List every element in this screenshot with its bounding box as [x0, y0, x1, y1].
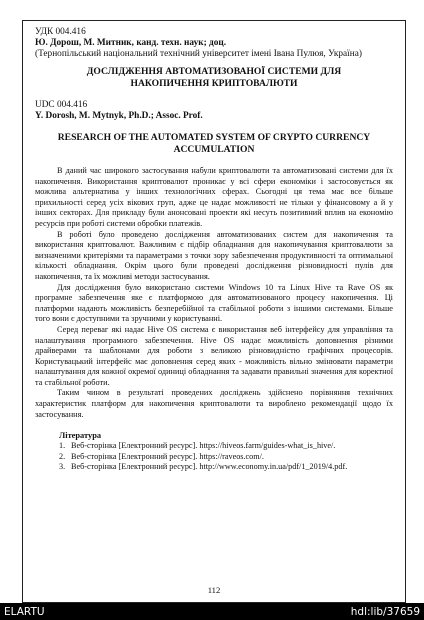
affiliation-ua: (Тернопільський національний технічний університет імені Івана Пулюя, Україна) [35, 49, 362, 59]
title-ua-line-1: ДОСЛІДЖЕННЯ АВТОМАТИЗОВАНОЇ СИСТЕМИ ДЛЯ [86, 66, 342, 77]
udc-code: UDC 004.416 [35, 100, 88, 110]
authors-en: Y. Dorosh, M. Mytnyk, Ph.D.; Assoc. Prof. [35, 111, 203, 121]
paragraph-1: В даний час широкого застосування набули криптовалюти та автоматизовані системи для їх накопичення. Використання криптовалют проникає у всі сфери економіки і застосовується як можлива альтернатива у інших технологічних сферах. Сьогодні ця тема має все більше прихильності серед усіх вікових груп, адже це надає можливості не тільки у фінансовому а й у інших секторах. Для прикладу були анонсовані проекти які несуть позитивний вплив на економію ресурсів при роботі системи обробки платежів. [35, 166, 393, 228]
reference-text: Веб-сторінка [Електронний ресурс]. https://hiveos.farm/guides-what_is_hive/. [71, 441, 336, 451]
paragraph-3: Для дослідження було використано системи Windows 10 та Linux Hive та Rave OS як програмне забезпечення яке є платформою для автоматизованого процесу накопичення. Ці платформи надають можливість безперебійної та стабільної роботи з іншими системами. Більше того вони є доступними та зручними у користуванні. [35, 282, 393, 324]
udk-code: УДК 004.416 [35, 27, 86, 37]
page-number: 112 [207, 585, 221, 595]
reference-number: 1. [59, 441, 66, 451]
reference-item [59, 441, 393, 451]
paragraph-2: В роботі було проведено дослідження автоматизованих систем для накопичення та використання криптовалют. Важливим є підбір обладнання для накопичування криптовалюти за визначеними критеріями та параметрами з точки зору забезпечення продуктивності та оптимальної кількості обладнання. Окрім цього були проведені дослідження різновидності пулів для накопичення, та їх можливі методи застосування. [35, 229, 393, 281]
title-ua-line-2: НАКОПИЧЕННЯ КРИПТОВАЛЮТИ [130, 78, 298, 89]
reference-text: Веб-сторінка [Електронний ресурс]. https://raveos.com/. [71, 451, 264, 461]
document-page [22, 20, 406, 603]
repository-footer-bar [0, 603, 424, 620]
reference-number: 3. [59, 462, 66, 472]
reference-text: Веб-сторінка [Електронний ресурс]. http://www.economy.in.ua/pdf/1_2019/4.pdf. [71, 462, 348, 472]
handle-identifier: hdl:lib/37659 [350, 605, 420, 618]
paragraph-4: Серед переваг які надає Hive OS система є використання веб інтерфейсу для управління та налаштування програмного забезпечення. Hive OS надає можливість доповнення різними драйверами та шаблонами для роботи з великою різновидністю графічних процесорів. Користувацький інтерфейс має доповнення серед яких - можливість вільно змінювати параметри налаштування для кожної окремої одиниці обладнання та задавати правильні значення для коректної та стабільної роботи. [35, 324, 393, 387]
reference-item [59, 452, 393, 462]
title-en-line-1: RESEARCH OF THE AUTOMATED SYSTEM OF CRYPTO CURRENCY [57, 132, 371, 143]
reference-item [59, 462, 393, 472]
paragraph-5: Таким чином в результаті проведених досліджень здійснено порівняння технічних характеристик платформ для накопичення криптовалюти та вироблено рекомендації щодо їх застосування. [35, 388, 393, 419]
title-en-line-2: ACCUMULATION [173, 144, 255, 155]
authors-ua: Ю. Дорош, М. Митник, канд. техн. наук; доц. [35, 38, 227, 48]
reference-number: 2. [59, 451, 66, 461]
references-title: Література [59, 431, 102, 441]
repository-name: ELARTU [4, 605, 45, 618]
